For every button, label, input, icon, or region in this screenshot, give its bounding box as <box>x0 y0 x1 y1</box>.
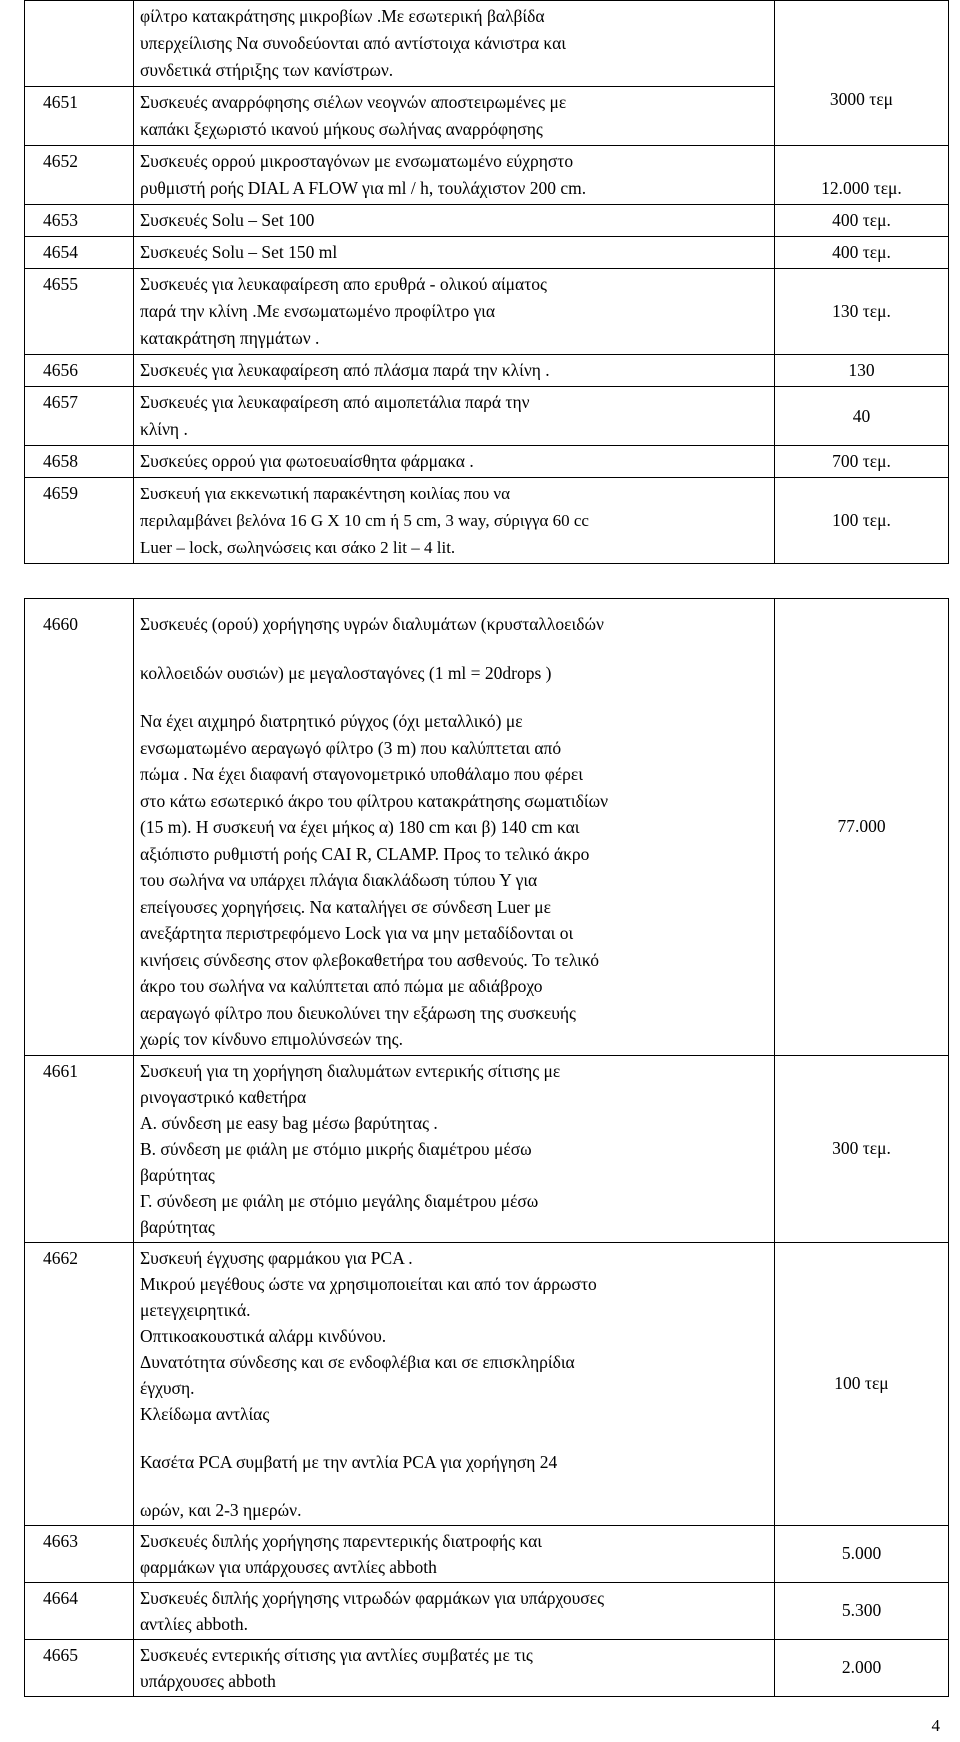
desc-line: Συσκευές διπλής χορήγησης νιτρωδών φαρμάκων για υπάρχουσες <box>140 1587 605 1608</box>
items-table <box>24 0 949 1697</box>
item-quantity: 100 τεμ. <box>775 478 949 564</box>
desc-line: (15 m). Η συσκευή να έχει μήκος α) 180 cm και β) 140 cm και <box>140 817 580 837</box>
table-row <box>25 355 949 387</box>
item-quantity: 400 τεμ. <box>775 205 949 237</box>
desc-line: παρά την κλίνη .Με ενσωματωμένο προφίλτρο για <box>140 301 496 321</box>
desc-line: περιλαμβάνει βελόνα 16 G X 10 cm ή 5 cm, 3 way, σύριγγα 60 cc <box>140 511 589 530</box>
item-number: 4656 <box>25 355 134 387</box>
item-description <box>134 269 775 355</box>
desc-line: στο κάτω εσωτερικό άκρο του φίλτρου κατακράτησης σωματιδίων <box>140 790 609 811</box>
item-description <box>134 1525 775 1582</box>
item-description <box>134 599 775 1056</box>
item-number: 4655 <box>25 269 134 355</box>
table-row <box>25 1582 949 1639</box>
item-number: 4664 <box>25 1582 134 1639</box>
desc-line: ρυθμιστή ροής DIAL A FLOW για ml / h, τουλάχιστον 200 cm. <box>140 178 587 198</box>
item-number: 4662 <box>25 1242 134 1525</box>
desc-line: υπάρχουσες abboth <box>140 1670 276 1691</box>
desc-line: Κασέτα PCA συμβατή με την αντλία PCA για χορήγηση 24 <box>140 1451 558 1472</box>
desc-line: Συσκευές διπλής χορήγησης παρεντερικής διατροφής και <box>140 1530 542 1551</box>
item-description <box>134 1242 775 1525</box>
desc-line: Μικρού μεγέθους ώστε να χρησιμοποιείται και από τον άρρωστο <box>140 1273 597 1294</box>
table-row <box>25 146 949 205</box>
table-row <box>25 237 949 269</box>
desc-line: κολλοειδών ουσιών) με μεγαλοσταγόνες (1 ml = 20drops ) <box>140 662 552 683</box>
desc-line: μετεγχειρητικά. <box>140 1299 251 1320</box>
desc-line: Να έχει αιχμηρό διατρητικό ρύγχος (όχι μεταλλικό) με <box>140 711 523 731</box>
desc-line: ωρών, και 2-3 ημερών. <box>140 1499 302 1520</box>
item-quantity: 300 τεμ. <box>775 1055 949 1242</box>
quantity-4651: 3000 τεμ <box>829 89 894 109</box>
desc-line: Οπτικοακουστικά αλάρμ κινδύνου. <box>140 1325 387 1346</box>
item-quantity: 130 τεμ. <box>775 269 949 355</box>
item-description <box>134 87 775 146</box>
item-number: 4660 <box>25 599 134 1056</box>
desc-line: Συσκευές ορρού μικροσταγόνων με ενσωματωμένο εύχρηστο <box>140 151 574 171</box>
table-row <box>25 387 949 446</box>
item-number: 4652 <box>25 146 134 205</box>
item-quantity: 100 τεμ <box>775 1242 949 1525</box>
item-number: 4658 <box>25 446 134 478</box>
desc-line: Συσκευές για λευκαφαίρεση από πλάσμα παρά την κλίνη . <box>140 360 550 380</box>
item-description <box>134 1639 775 1696</box>
item-quantity: 400 τεμ. <box>775 237 949 269</box>
item-description <box>134 446 775 478</box>
item-number: 4659 <box>25 478 134 564</box>
item-quantity: 5.300 <box>775 1582 949 1639</box>
desc-line: συνδετικά στήριξης των κανίστρων. <box>140 60 394 80</box>
item-description <box>134 1 775 87</box>
table-row <box>25 205 949 237</box>
table-row <box>25 478 949 564</box>
item-description <box>134 387 775 446</box>
spacer-row <box>25 564 949 599</box>
item-number <box>25 1 134 87</box>
desc-line: Δυνατότητα σύνδεσης και σε ενδοφλέβια και σε επισκληρίδια <box>140 1351 575 1372</box>
desc-line: αξιόπιστο ρυθμιστή ροής CAI R, CLAMP. Προς το τελικό άκρο <box>140 843 590 864</box>
desc-line: πώμα . Να έχει διαφανή σταγονομετρικό υποθάλαμο που φέρει <box>140 764 583 784</box>
desc-line: χωρίς τον κίνδυνο επιμολύνσεών της. <box>140 1029 403 1049</box>
table-row <box>25 446 949 478</box>
item-quantity: 77.000 <box>775 599 949 1056</box>
table-row <box>25 269 949 355</box>
desc-line: Συσκευές για λευκαφαίρεση από αιμοπετάλια παρά την <box>140 392 530 412</box>
desc-line: καπάκι ξεχωριστό ικανού μήκους σωλήνας αναρρόφησης <box>140 119 543 139</box>
item-quantity: 5.000 <box>775 1525 949 1582</box>
desc-line: επείγουσες χορηγήσεις. Να καταλήγει σε σύνδεση Luer με <box>140 896 551 917</box>
desc-line: Συσκευές για λευκαφαίρεση απο ερυθρά - ολικού αίματος <box>140 274 547 294</box>
item-description <box>134 146 775 205</box>
item-number: 4657 <box>25 387 134 446</box>
item-number: 4653 <box>25 205 134 237</box>
item-number: 4663 <box>25 1525 134 1582</box>
desc-line: βαρύτητας <box>140 1164 215 1185</box>
desc-line: φαρμάκων για υπάρχουσες αντλίες abboth <box>140 1556 437 1577</box>
table-row <box>25 1055 949 1242</box>
item-quantity: 2.000 <box>775 1639 949 1696</box>
desc-line: Κλείδωμα αντλίας <box>140 1403 270 1424</box>
item-quantity <box>775 1 949 146</box>
item-number: 4665 <box>25 1639 134 1696</box>
item-description <box>134 237 775 269</box>
desc-line: Συσκευές Solu – Set 150 ml <box>140 242 338 262</box>
desc-line: φίλτρο κατακράτησης μικροβίων .Με εσωτερική βαλβίδα <box>140 6 545 26</box>
desc-line: Συσκευές εντερικής σίτισης για αντλίες συμβατές με τις <box>140 1644 533 1665</box>
desc-line: αεραγωγό φίλτρο που διευκολύνει την εξάρωση της συσκευής <box>140 1002 576 1023</box>
desc-line: Γ. σύνδεση με φιάλη με στόμιο μεγάλης διαμέτρου μέσω <box>140 1190 539 1211</box>
desc-line: Α. σύνδεση με easy bag μέσω βαρύτητας . <box>140 1112 438 1133</box>
item-number: 4654 <box>25 237 134 269</box>
item-number: 4651 <box>25 87 134 146</box>
desc-line: κλίνη . <box>140 419 188 439</box>
page-number: 4 <box>931 1716 940 1735</box>
item-quantity: 130 <box>775 355 949 387</box>
desc-line: του σωλήνα να υπάρχει πλάγια διακλάδωση τύπου Υ για <box>140 870 538 890</box>
desc-line: Συσκευές Solu – Set 100 <box>140 210 315 230</box>
item-quantity: 700 τεμ. <box>775 446 949 478</box>
desc-line: Συσκευή για τη χορήγηση διαλυμάτων εντερικής σίτισης με <box>140 1060 561 1081</box>
desc-line: κατακράτηση πηγμάτων . <box>140 328 320 348</box>
item-quantity: 12.000 τεμ. <box>775 146 949 205</box>
item-quantity: 40 <box>775 387 949 446</box>
desc-line: αντλίες abboth. <box>140 1613 248 1634</box>
item-description <box>134 205 775 237</box>
table-row <box>25 1242 949 1525</box>
item-description <box>134 1055 775 1242</box>
desc-line: Luer – lock, σωληνώσεις και σάκο 2 lit – 4 lit. <box>140 538 456 557</box>
desc-line: υπερχείλισης Να συνοδεύονται από αντίστοιχα κάνιστρα και <box>140 33 566 53</box>
item-description <box>134 355 775 387</box>
desc-line: Συσκευές αναρρόφησης σιέλων νεογνών αποστειρωμένες με <box>140 92 567 112</box>
desc-line: Συσκευή για εκκενωτική παρακέντηση κοιλίας που να <box>140 484 510 503</box>
desc-line: Συσκεύες ορρού για φωτοευαίσθητα φάρμακα . <box>140 451 474 471</box>
table-row <box>25 1525 949 1582</box>
desc-line: Β. σύνδεση με φιάλη με στόμιο μικρής διαμέτρου μέσω <box>140 1138 532 1159</box>
table-row <box>25 599 949 1056</box>
desc-line: ρινογαστρικό καθετήρα <box>140 1086 307 1107</box>
desc-line: βαρύτητας <box>140 1216 215 1237</box>
item-description <box>134 1582 775 1639</box>
desc-line: κινήσεις σύνδεσης στον φλεβοκαθετήρα του ασθενούς. Το τελικό <box>140 949 599 970</box>
table-row <box>25 1 949 87</box>
desc-line: Συσκευή έγχυσης φαρμάκου για PCA . <box>140 1247 413 1268</box>
item-description <box>134 478 775 564</box>
desc-line: Συσκευές (ορού) χορήγησης υγρών διαλυμάτων (κρυσταλλοειδών <box>140 614 604 634</box>
table-row <box>25 1639 949 1696</box>
desc-line: ενσωματωμένο αεραγωγό φίλτρο (3 m) που καλύπτεται από <box>140 737 562 758</box>
desc-line: ανεξάρτητα περιστρεφόμενο Lock για να μην μεταδίδονται οι <box>140 923 574 943</box>
item-number: 4661 <box>25 1055 134 1242</box>
desc-line: έγχυση. <box>140 1377 195 1398</box>
desc-line: άκρο του σωλήνα να καλύπτεται από πώμα με αδιάβροχο <box>140 976 543 996</box>
